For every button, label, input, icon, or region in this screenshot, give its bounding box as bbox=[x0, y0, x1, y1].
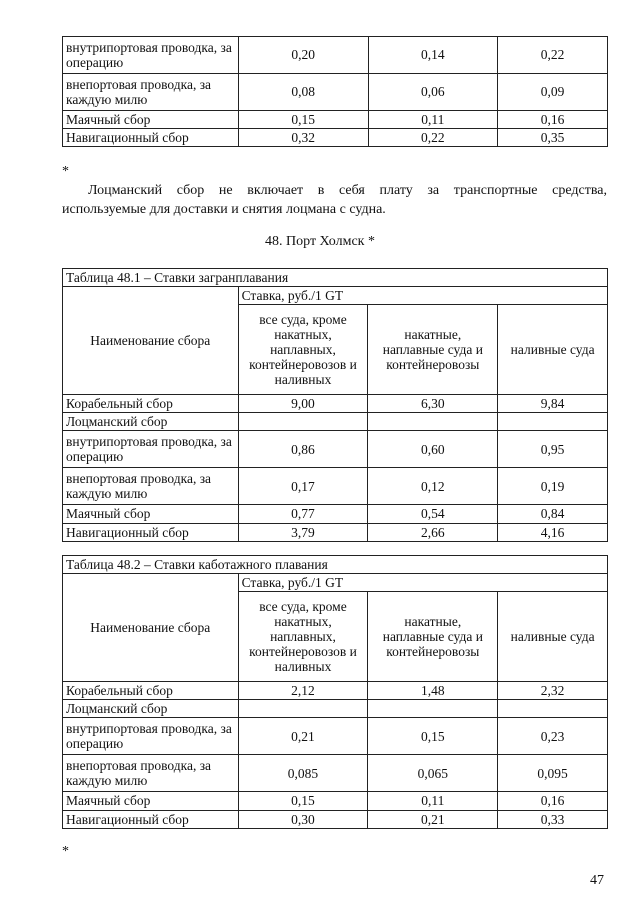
column-header-name: Наименование сбора bbox=[63, 574, 239, 682]
table-row bbox=[63, 431, 608, 468]
rate-value: 0,09 bbox=[498, 74, 608, 111]
rate-value: 0,16 bbox=[498, 792, 608, 810]
column-header-name: Наименование сбора bbox=[63, 287, 239, 395]
rate-value bbox=[498, 700, 608, 718]
fee-name: Навигационный сбор bbox=[63, 523, 239, 541]
rate-value: 9,84 bbox=[498, 395, 608, 413]
rate-value: 0,22 bbox=[498, 37, 608, 74]
rate-value: 6,30 bbox=[368, 395, 498, 413]
rate-value: 0,085 bbox=[238, 755, 368, 792]
fee-name: Лоцманский сбор bbox=[63, 700, 239, 718]
rate-value: 0,21 bbox=[238, 718, 368, 755]
column-header-roro: накатные, наплавные суда и контейнеровозы bbox=[368, 305, 498, 395]
fee-name: Навигационный сбор bbox=[63, 129, 239, 147]
table-row bbox=[63, 718, 608, 755]
rate-value: 0,11 bbox=[368, 792, 498, 810]
rate-value: 0,60 bbox=[368, 431, 498, 468]
fee-name: Корабельный сбор bbox=[63, 682, 239, 700]
note-paragraph bbox=[62, 181, 607, 219]
column-header-all-vessels: все суда, кроме накатных, наплавных, контейнеровозов и наливных bbox=[238, 305, 368, 395]
column-header-roro: накатные, наплавные суда и контейнеровозы bbox=[368, 592, 498, 682]
rate-value: 0,32 bbox=[238, 129, 368, 147]
fee-name: внепортовая проводка, за каждую милю bbox=[63, 468, 239, 505]
rate-value: 0,17 bbox=[238, 468, 368, 505]
header-row bbox=[63, 287, 608, 305]
fee-name: внепортовая проводка, за каждую милю bbox=[63, 755, 239, 792]
rate-value: 0,11 bbox=[368, 111, 498, 129]
table-row bbox=[63, 505, 608, 523]
fee-name: внепортовая проводка, за каждую милю bbox=[63, 74, 239, 111]
footnote-star: * bbox=[62, 844, 69, 859]
table-row bbox=[63, 37, 608, 74]
rate-value: 0,065 bbox=[368, 755, 498, 792]
rate-value: 0,77 bbox=[238, 505, 368, 523]
rate-value bbox=[498, 413, 608, 431]
table-row bbox=[63, 413, 608, 431]
rate-value: 0,21 bbox=[368, 810, 498, 828]
rate-value: 0,86 bbox=[238, 431, 368, 468]
rate-value: 0,33 bbox=[498, 810, 608, 828]
rate-value: 0,22 bbox=[368, 129, 498, 147]
rate-value: 0,14 bbox=[368, 37, 498, 74]
rate-value: 0,15 bbox=[238, 111, 368, 129]
rate-value: 0,16 bbox=[498, 111, 608, 129]
fee-name: Лоцманский сбор bbox=[63, 413, 239, 431]
note-line: Лоцманский сбор не включает в себя плату за транспортные средства, bbox=[88, 183, 607, 198]
table-row bbox=[63, 74, 608, 111]
table-row bbox=[63, 700, 608, 718]
section-heading: 48. Порт Холмск * bbox=[265, 234, 375, 249]
table-caption-row bbox=[63, 556, 608, 574]
fee-name: внутрипортовая проводка, за операцию bbox=[63, 37, 239, 74]
table-row bbox=[63, 810, 608, 828]
table-row bbox=[63, 395, 608, 413]
rate-value: 0,08 bbox=[238, 74, 368, 111]
rate-value: 0,095 bbox=[498, 755, 608, 792]
note-line: используемые для доставки и снятия лоцмана с судна. bbox=[62, 202, 386, 217]
table-row bbox=[63, 129, 608, 147]
rate-value: 0,20 bbox=[238, 37, 368, 74]
table-row bbox=[63, 468, 608, 505]
table-caption-row bbox=[63, 269, 608, 287]
column-header-rate: Ставка, руб./1 GT bbox=[238, 574, 607, 592]
table-row bbox=[63, 682, 608, 700]
top-rates-table bbox=[62, 36, 608, 147]
rate-value: 1,48 bbox=[368, 682, 498, 700]
page-number: 47 bbox=[590, 873, 604, 888]
rate-value bbox=[368, 700, 498, 718]
table-row bbox=[63, 755, 608, 792]
rate-value bbox=[238, 700, 368, 718]
rate-value: 2,32 bbox=[498, 682, 608, 700]
rate-value: 9,00 bbox=[238, 395, 368, 413]
table-row bbox=[63, 523, 608, 541]
table-caption: Таблица 48.1 – Ставки загранплавания bbox=[63, 269, 608, 287]
rate-value: 0,15 bbox=[368, 718, 498, 755]
rate-value: 0,19 bbox=[498, 468, 608, 505]
table-row bbox=[63, 792, 608, 810]
column-header-tankers: наливные суда bbox=[498, 592, 608, 682]
rate-value: 0,35 bbox=[498, 129, 608, 147]
rate-value: 0,12 bbox=[368, 468, 498, 505]
fee-name: внутрипортовая проводка, за операцию bbox=[63, 718, 239, 755]
column-header-all-vessels: все суда, кроме накатных, наплавных, контейнеровозов и наливных bbox=[238, 592, 368, 682]
column-header-tankers: наливные суда bbox=[498, 305, 608, 395]
rate-value: 0,06 bbox=[368, 74, 498, 111]
table-caption: Таблица 48.2 – Ставки каботажного плавания bbox=[63, 556, 608, 574]
column-header-rate: Ставка, руб./1 GT bbox=[238, 287, 607, 305]
rate-value: 2,66 bbox=[368, 523, 498, 541]
header-row bbox=[63, 574, 608, 592]
rate-value bbox=[368, 413, 498, 431]
rate-value: 0,23 bbox=[498, 718, 608, 755]
fee-name: Маячный сбор bbox=[63, 505, 239, 523]
fee-name: внутрипортовая проводка, за операцию bbox=[63, 431, 239, 468]
rate-value: 0,95 bbox=[498, 431, 608, 468]
rates-table-48-1 bbox=[62, 268, 608, 542]
rate-value bbox=[238, 413, 368, 431]
rate-value: 0,30 bbox=[238, 810, 368, 828]
rate-value: 2,12 bbox=[238, 682, 368, 700]
rate-value: 3,79 bbox=[238, 523, 368, 541]
note-star: * bbox=[62, 164, 69, 179]
rate-value: 4,16 bbox=[498, 523, 608, 541]
rates-table-48-2 bbox=[62, 555, 608, 829]
rate-value: 0,54 bbox=[368, 505, 498, 523]
fee-name: Корабельный сбор bbox=[63, 395, 239, 413]
fee-name: Маячный сбор bbox=[63, 792, 239, 810]
fee-name: Маячный сбор bbox=[63, 111, 239, 129]
table-row bbox=[63, 111, 608, 129]
fee-name: Навигационный сбор bbox=[63, 810, 239, 828]
rate-value: 0,15 bbox=[238, 792, 368, 810]
rate-value: 0,84 bbox=[498, 505, 608, 523]
